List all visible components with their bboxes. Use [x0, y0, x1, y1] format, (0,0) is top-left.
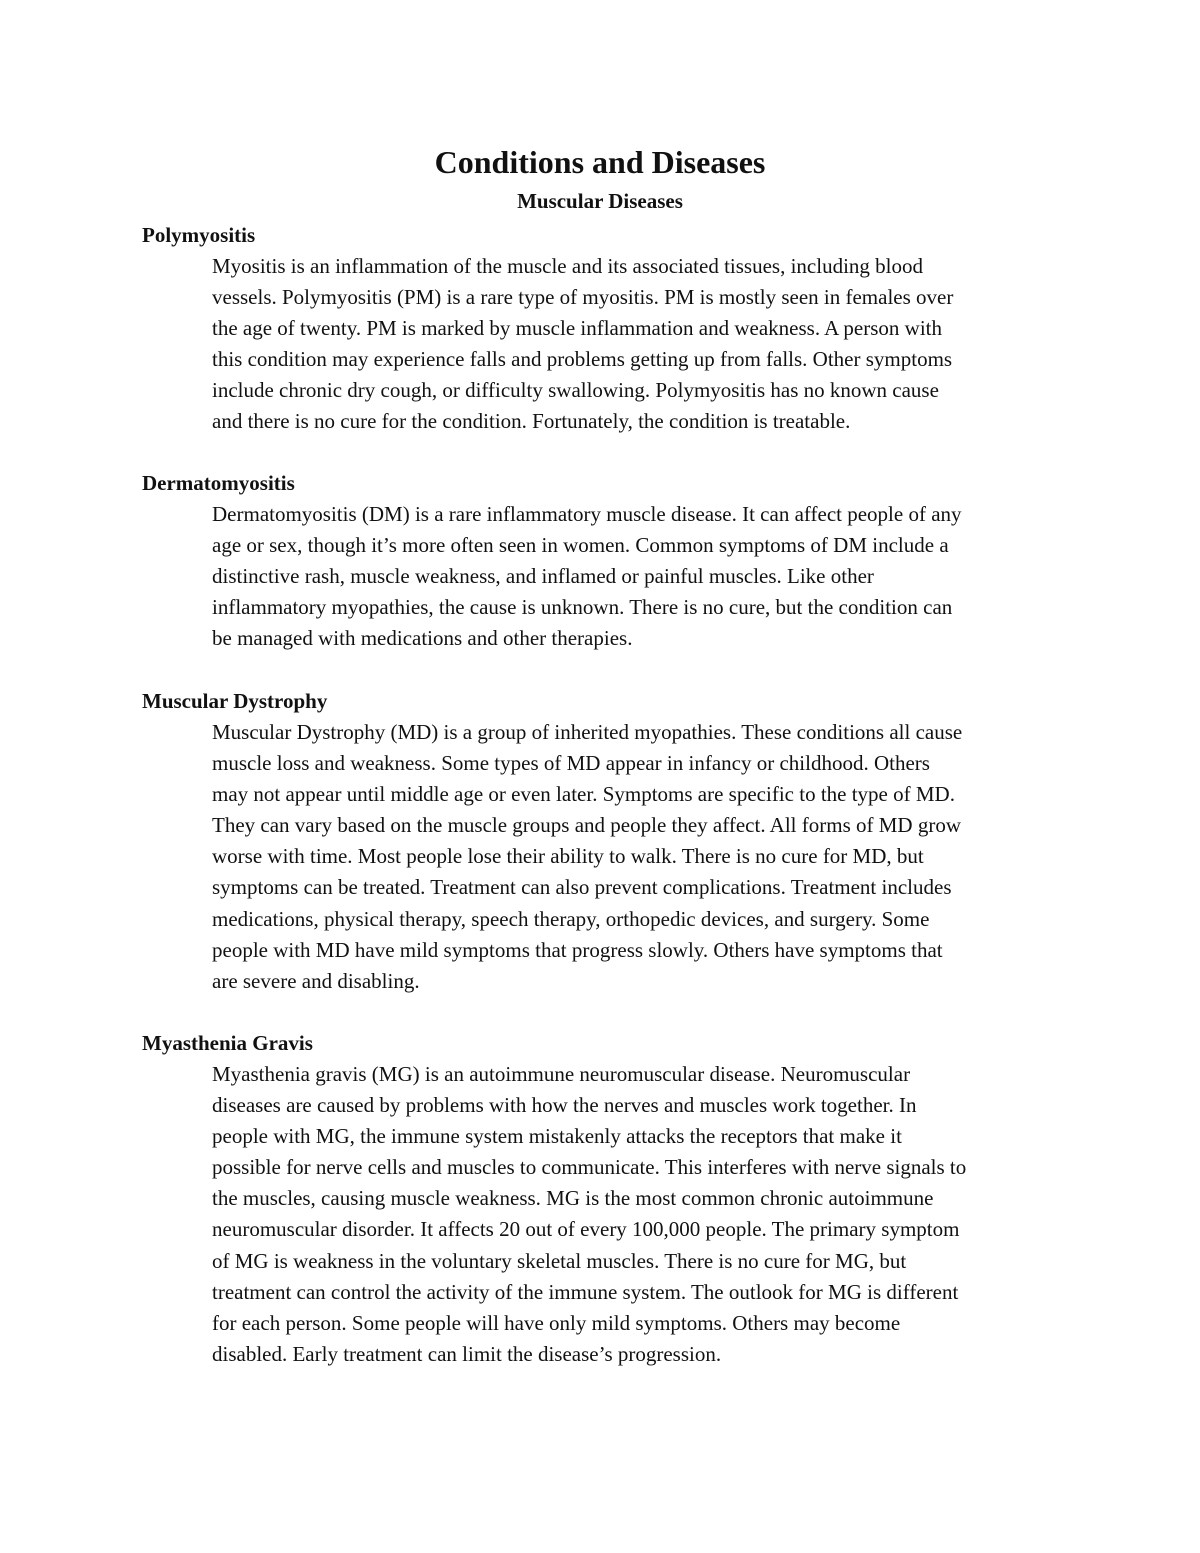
section-heading: Muscular Dystrophy	[142, 689, 328, 713]
body-line: people with MG, the immune system mistakenly attacks the receptors that make it	[212, 1124, 902, 1149]
body-line: may not appear until middle age or even later. Symptoms are specific to the type of MD.	[212, 782, 955, 807]
body-line: the age of twenty. PM is marked by muscle inflammation and weakness. A person with	[212, 316, 942, 341]
section-dermatomyositis	[142, 468, 1072, 654]
section-body	[212, 499, 1072, 654]
body-line: muscle loss and weakness. Some types of MD appear in infancy or childhood. Others	[212, 751, 930, 776]
body-line: distinctive rash, muscle weakness, and inflamed or painful muscles. Like other	[212, 564, 874, 589]
body-line: medications, physical therapy, speech therapy, orthopedic devices, and surgery. Some	[212, 906, 930, 931]
body-line: this condition may experience falls and problems getting up from falls. Other symptoms	[212, 347, 953, 372]
body-line: people with MD have mild symptoms that progress slowly. Others have symptoms that	[212, 937, 943, 962]
body-line: for each person. Some people will have only mild symptoms. Others may become	[212, 1310, 901, 1335]
page-title: Conditions and Diseases	[434, 144, 766, 180]
body-line: disabled. Early treatment can limit the disease’s progression.	[212, 1341, 722, 1366]
section-muscular-dystrophy	[142, 686, 1072, 997]
body-line: diseases are caused by problems with how the nerves and muscles work together. In	[212, 1093, 917, 1118]
body-line: They can vary based on the muscle groups and people they affect. All forms of MD grow	[212, 813, 961, 838]
body-line: inflammatory myopathies, the cause is unknown. There is no cure, but the condition can	[212, 595, 953, 620]
body-line: age or sex, though it’s more often seen in women. Common symptoms of DM include a	[212, 533, 949, 558]
body-line: Muscular Dystrophy (MD) is a group of inherited myopathies. These conditions all cause	[212, 720, 963, 744]
body-line: worse with time. Most people lose their ability to walk. There is no cure for MD, but	[212, 844, 924, 869]
section-heading: Dermatomyositis	[142, 471, 295, 495]
body-line: possible for nerve cells and muscles to communicate. This interferes with nerve signals to	[212, 1155, 967, 1180]
section-heading: Polymyositis	[142, 223, 256, 247]
body-line: the muscles, causing muscle weakness. MG is the most common chronic autoimmune	[212, 1186, 934, 1211]
section-polymyositis	[142, 220, 1072, 438]
section-body	[212, 251, 1072, 438]
section-body	[212, 717, 1072, 997]
body-line: include chronic dry cough, or difficulty swallowing. Polymyositis has no known cause	[212, 378, 939, 403]
body-line: are severe and disabling.	[212, 968, 420, 993]
page-subtitle: Muscular Diseases	[517, 189, 683, 213]
body-line: symptoms can be treated. Treatment can also prevent complications. Treatment includes	[212, 875, 952, 900]
body-line: and there is no cure for the condition. Fortunately, the condition is treatable.	[212, 409, 851, 434]
body-line: Myasthenia gravis (MG) is an autoimmune neuromuscular disease. Neuromuscular	[212, 1062, 911, 1086]
section-myasthenia-gravis	[142, 1028, 1072, 1370]
section-body	[212, 1059, 1072, 1370]
body-line: Dermatomyositis (DM) is a rare inflammatory muscle disease. It can affect people of any	[212, 502, 962, 526]
body-line: treatment can control the activity of the immune system. The outlook for MG is different	[212, 1279, 959, 1304]
body-line: Myositis is an inflammation of the muscle and its associated tissues, including blood	[212, 254, 923, 278]
body-line: neuromuscular disorder. It affects 20 out of every 100,000 people. The primary symptom	[212, 1217, 960, 1242]
body-line: of MG is weakness in the voluntary skeletal muscles. There is no cure for MG, but	[212, 1248, 907, 1273]
section-heading: Myasthenia Gravis	[142, 1031, 313, 1055]
body-line: be managed with medications and other therapies.	[212, 626, 633, 651]
body-line: vessels. Polymyositis (PM) is a rare type of myositis. PM is mostly seen in females over	[212, 285, 954, 310]
